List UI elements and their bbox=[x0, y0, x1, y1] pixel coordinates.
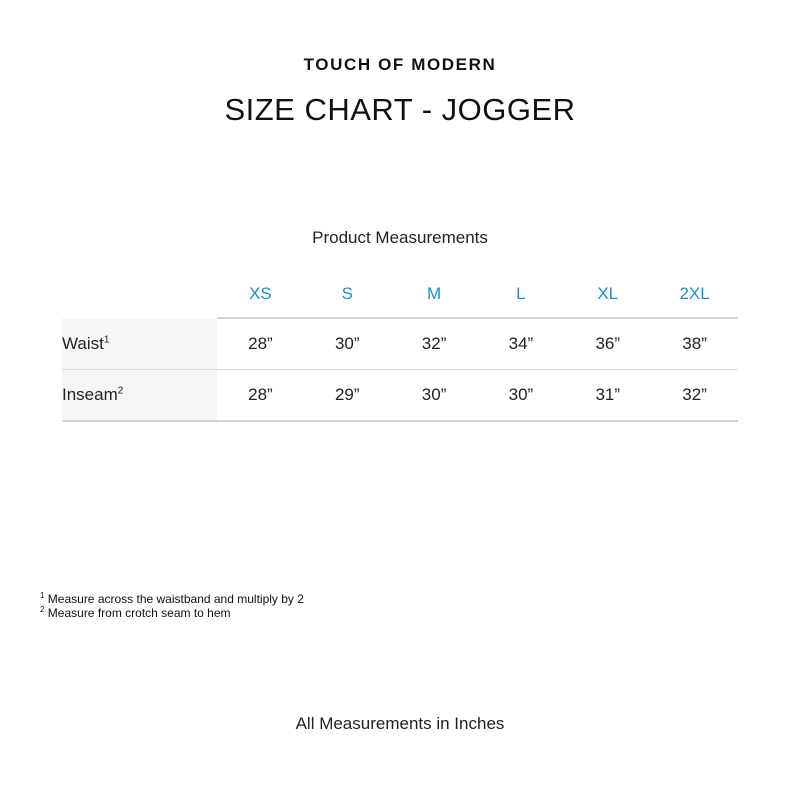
size-header-2xl: 2XL bbox=[651, 270, 738, 318]
row-label-text: Waist bbox=[62, 333, 104, 353]
size-header-xs: XS bbox=[217, 270, 304, 318]
table-cell: 29” bbox=[304, 370, 391, 422]
footnote-ref: 2 bbox=[40, 605, 45, 614]
footnote-2 bbox=[40, 606, 304, 620]
table-cell: 30” bbox=[304, 318, 391, 370]
units-note: All Measurements in Inches bbox=[295, 714, 505, 733]
page-title: SIZE CHART - JOGGER bbox=[224, 92, 576, 127]
table-cell: 31” bbox=[564, 370, 651, 422]
size-chart-table bbox=[62, 270, 738, 422]
size-header-s: S bbox=[304, 270, 391, 318]
row-label-waist bbox=[62, 318, 217, 370]
row-label-inseam bbox=[62, 370, 217, 422]
table-row-waist bbox=[62, 318, 738, 370]
table-cell: 32” bbox=[391, 318, 478, 370]
row-label-text: Inseam bbox=[62, 385, 118, 404]
footnote-ref: 1 bbox=[40, 591, 45, 600]
size-header-xl: XL bbox=[564, 270, 651, 318]
table-cell: 34” bbox=[477, 318, 564, 370]
footnotes bbox=[40, 592, 304, 620]
table-cell: 30” bbox=[391, 370, 478, 422]
table-cell: 30” bbox=[477, 370, 564, 422]
footnote-text: Measure from crotch seam to hem bbox=[47, 606, 231, 620]
table-row-inseam bbox=[62, 370, 738, 422]
table-cell: 28” bbox=[217, 318, 304, 370]
footnote-1 bbox=[40, 592, 304, 606]
footnote-marker: 1 bbox=[103, 333, 110, 345]
size-header-l: L bbox=[477, 270, 564, 318]
table-cell: 36” bbox=[564, 318, 651, 370]
table-cell: 32” bbox=[651, 370, 738, 422]
brand-logo: TOUCH OF MODERN bbox=[303, 55, 497, 74]
size-header-m: M bbox=[391, 270, 478, 318]
table-cell: 28” bbox=[217, 370, 304, 422]
table-caption: Product Measurements bbox=[312, 228, 488, 247]
table-cell: 38” bbox=[651, 318, 738, 370]
size-header-row bbox=[62, 270, 738, 318]
header-corner-cell bbox=[62, 270, 217, 318]
footnote-marker: 2 bbox=[117, 385, 124, 397]
footnote-text: Measure across the waistband and multiply by 2 bbox=[47, 592, 304, 606]
